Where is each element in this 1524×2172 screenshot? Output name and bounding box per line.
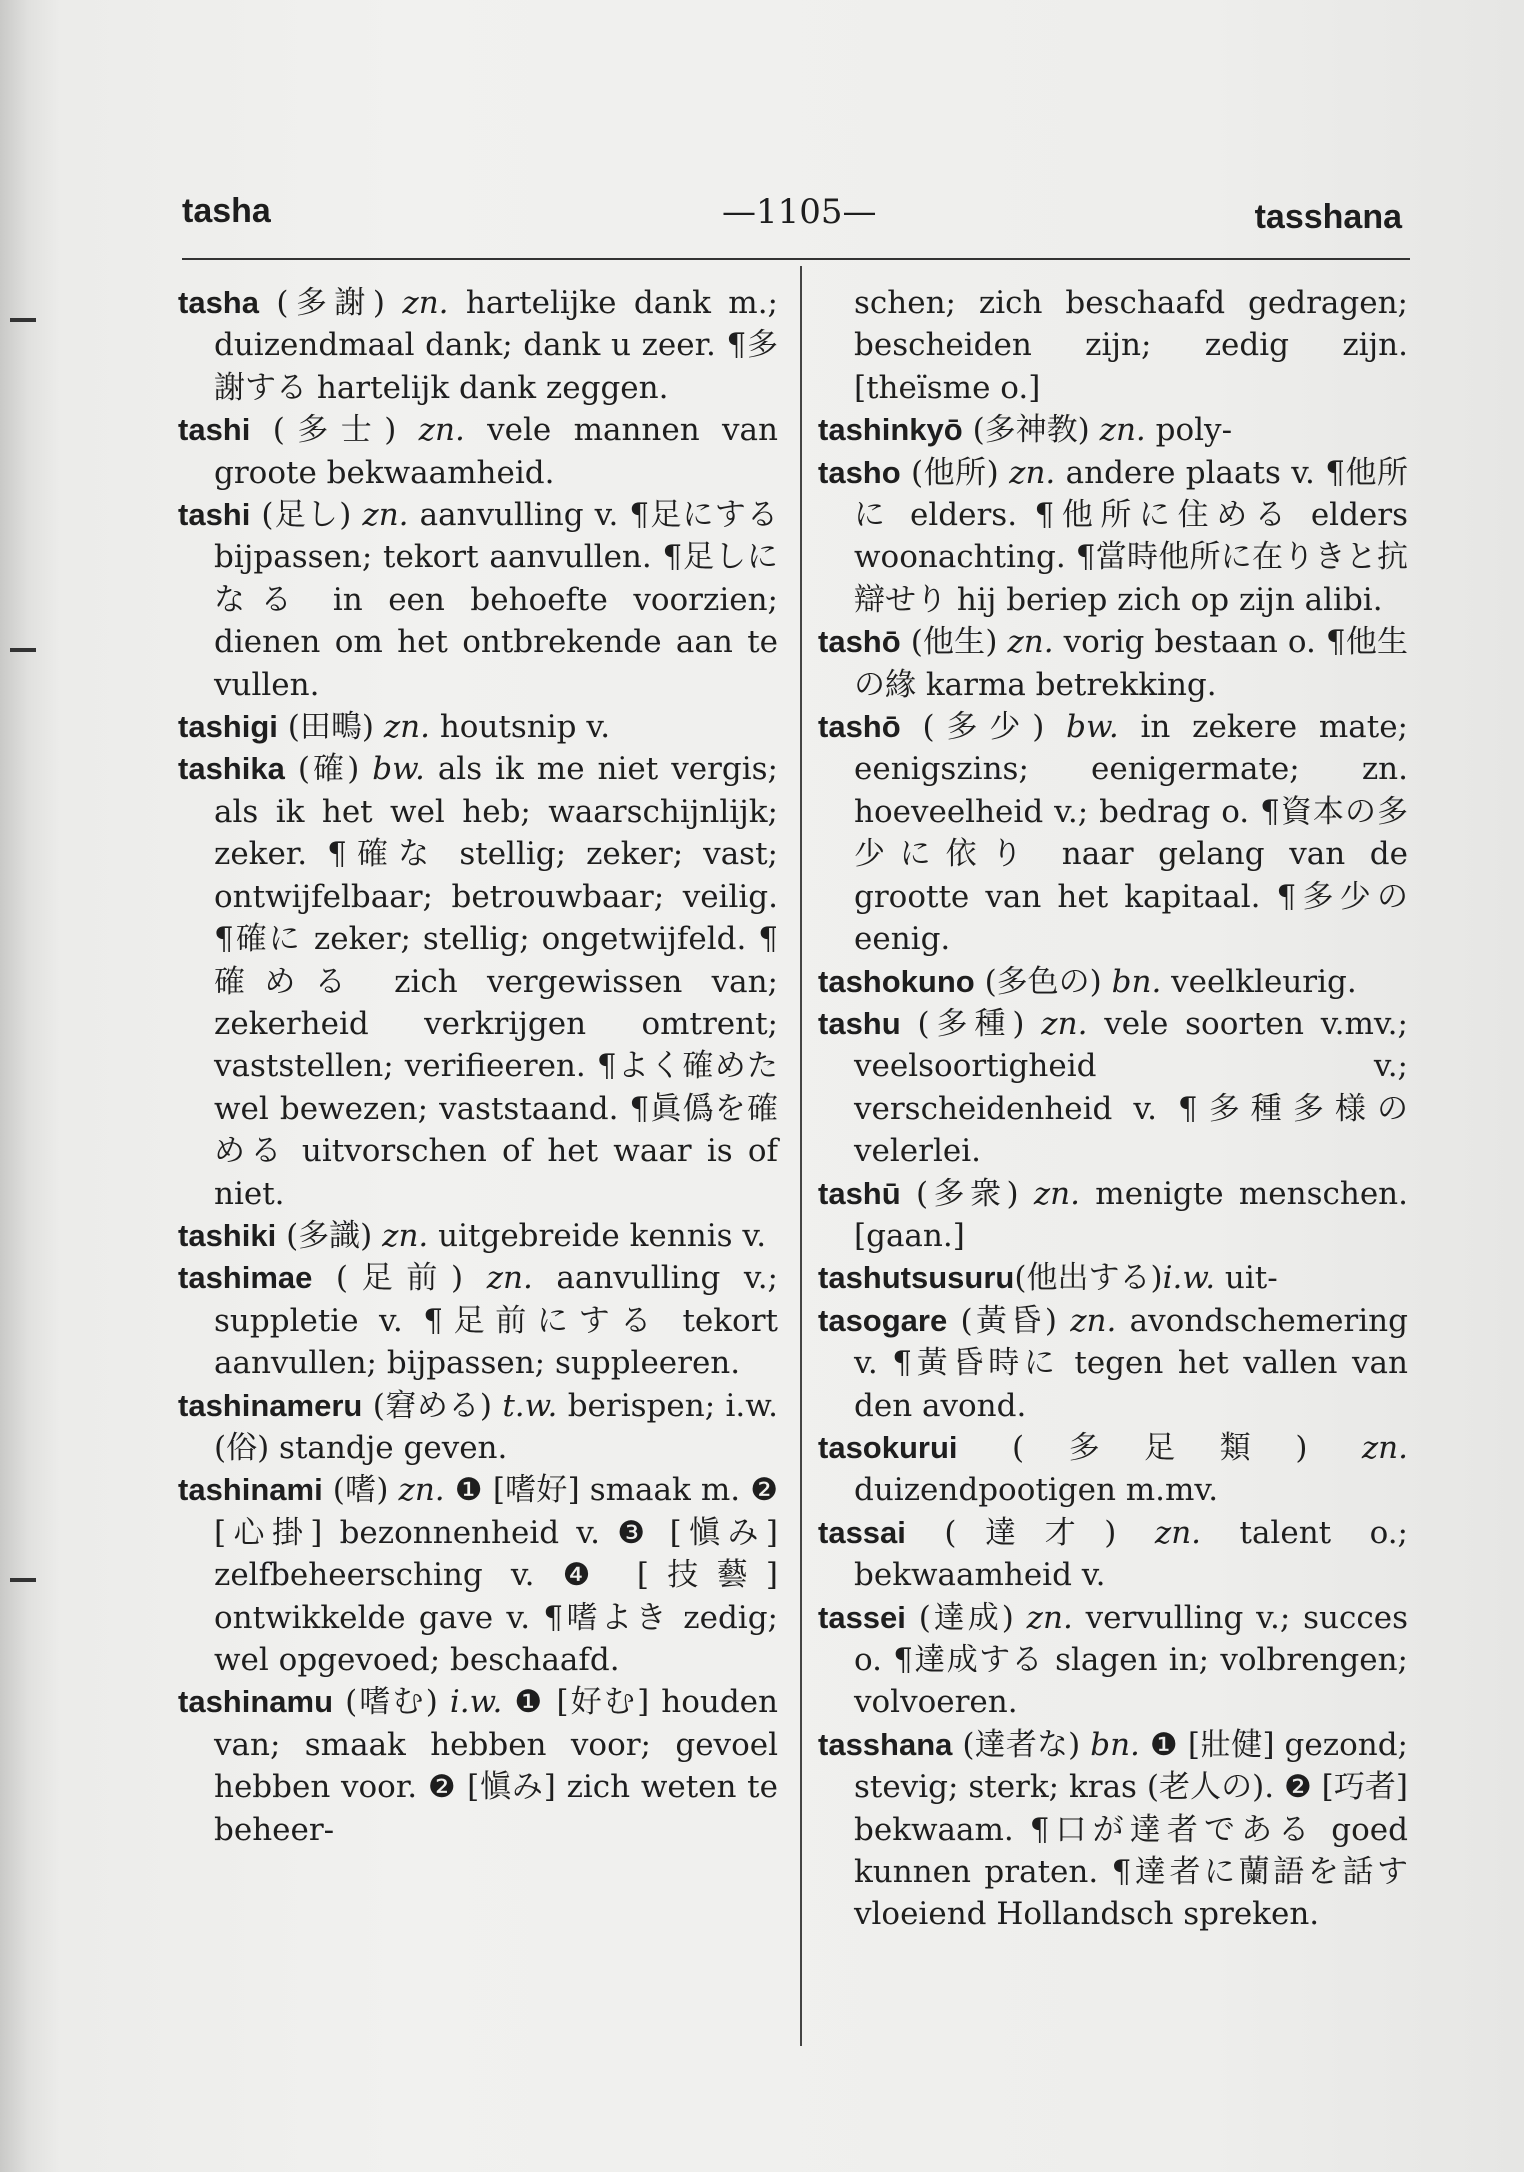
entry-headword: tashinameru (178, 1387, 363, 1423)
entry-headword: tasshana (818, 1726, 953, 1762)
entry-definition: vorig bestaan o. ¶他生の緣 karma betrekking. (854, 624, 1408, 703)
entry-kanji-form: (達者な) (952, 1726, 1091, 1763)
dictionary-entry (178, 494, 778, 706)
entry-headword: tashinkyō (818, 412, 963, 448)
entry-kanji-form: (多士) (250, 412, 419, 449)
dictionary-entry (818, 1257, 1408, 1299)
entry-grammar-label: i.w. (1162, 1260, 1216, 1297)
dictionary-entry (178, 1257, 778, 1384)
binding-edge (0, 0, 28, 2172)
entry-definition: hartelijke dank m.; duizendmaal dank; dank u zeer. ¶多謝する hartelijk dank zeggen. (214, 285, 778, 406)
entry-grammar-label: zn. (1033, 1175, 1080, 1212)
entry-grammar-label: i.w. (449, 1684, 503, 1721)
entry-definition: vele mannen van groote bekwaamheid. (214, 412, 778, 491)
entry-kanji-form: (多神教) (962, 412, 1100, 449)
entry-headword: tashimae (178, 1260, 313, 1296)
entry-kanji-form: (多少) (900, 709, 1067, 746)
entry-headword: tashiki (178, 1217, 277, 1253)
entry-kanji-form: (達成) (905, 1599, 1027, 1636)
dictionary-entry (178, 1385, 778, 1470)
entry-headword: tashutsusuru (818, 1260, 1015, 1296)
entry-grammar-label: zn. (1007, 624, 1054, 661)
entry-headword: tashigi (178, 709, 278, 745)
dictionary-entry (818, 1724, 1408, 1936)
entry-grammar-label: zn. (402, 285, 449, 321)
entry-kanji-form: (他出する) (1014, 1260, 1163, 1297)
entry-grammar-label: zn. (1041, 1005, 1088, 1042)
entry-headword: tashinami (178, 1472, 323, 1508)
entry-kanji-form: (多足類) (957, 1429, 1362, 1466)
entry-kanji-form: (多種) (900, 1005, 1042, 1042)
entry-definition: uit- (1215, 1260, 1278, 1297)
entry-definition: veelkleurig. (1161, 963, 1357, 1000)
entry-definition: ❶ [好む] houden van; smaak hebben voor; gevoel hebben voor. ❷ [愼み] zich weten te beheer- (214, 1684, 778, 1848)
entry-kanji-form: (確) (284, 751, 373, 788)
entry-kanji-form: (多謝) (258, 285, 403, 321)
entry-definition: ❶ [嗜好] smaak m. ❷ [心掛] bezonnenheid v. ❸ [愼み] zelfbeheersching v. ❹ [技藝] ontwikkelde gave v. ¶嗜よき zedig; wel opgevoed; beschaafd. (214, 1472, 778, 1678)
entry-grammar-label: t.w. (502, 1387, 558, 1424)
dictionary-entry (818, 1003, 1408, 1173)
right-column (818, 282, 1408, 1936)
entry-grammar-label: zn. (418, 412, 465, 449)
entry-grammar-label: bn. (1111, 963, 1162, 1000)
entry-grammar-label: zn. (1099, 412, 1146, 449)
entry-grammar-label: zn. (486, 1260, 533, 1297)
entry-definition: aanvulling v. ¶足にする bijpassen; tekort aanvullen. ¶足しになる in een behoefte voorzien; dienen om het ontbrekende aan te vullen. (214, 497, 778, 703)
entry-grammar-label: zn. (1070, 1302, 1117, 1339)
entry-kanji-form: (他所) (900, 454, 1010, 491)
dictionary-entry (818, 706, 1408, 960)
column-divider (800, 266, 802, 2046)
dictionary-entry (818, 1512, 1408, 1597)
entry-definition: duizendpootigen m.mv. (854, 1472, 1219, 1509)
binding-stitch (10, 648, 36, 652)
entry-grammar-label: bw. (1066, 709, 1119, 746)
binding-stitch (10, 1578, 36, 1582)
entry-definition: talent o.; bekwaamheid v. (854, 1514, 1409, 1594)
entry-kanji-form: (嗜) (322, 1472, 399, 1509)
entry-definition: aanvulling v.; suppletie v. ¶足前にする tekort aanvullen; bijpassen; suppleeren. (214, 1260, 778, 1382)
entry-headword: tasho (818, 454, 901, 490)
dictionary-entry (178, 706, 778, 748)
entry-definition: berispen; i.w. (俗) standje geven. (214, 1387, 778, 1466)
entry-definition: andere plaats v. ¶他所に elders. ¶他所に住める elders woonachting. ¶當時他所に在りきと抗辯せり hij beriep zich op zijn alibi. (854, 454, 1409, 618)
entry-kanji-form: (嗜む) (333, 1684, 450, 1721)
entry-grammar-label: zn. (398, 1472, 445, 1509)
entry-definition: vele soorten v.mv.; veelsoortigheid v.; verscheidenheid v. ¶多種多様の velerlei. (854, 1005, 1408, 1170)
running-header (182, 192, 1402, 242)
dictionary-entry (178, 1215, 778, 1257)
dictionary-entry (818, 1173, 1408, 1258)
dictionary-entry (178, 1681, 778, 1851)
entry-kanji-form: (他生) (900, 624, 1008, 661)
left-column (178, 282, 778, 1851)
entry-kanji-form: (窘める) (362, 1387, 503, 1424)
dictionary-entry (818, 1300, 1408, 1427)
page-number: —1105— (722, 192, 877, 232)
entry-headword: tassai (818, 1514, 906, 1550)
entry-headword: tashinamu (178, 1684, 334, 1720)
entry-grammar-label: zn. (1026, 1599, 1073, 1636)
entry-headword: tassei (818, 1599, 906, 1635)
entry-grammar-label: bw. (372, 751, 425, 788)
entry-definition: uitgebreide kennis v. (428, 1217, 767, 1254)
entry-kanji-form: (足前) (312, 1260, 487, 1297)
dictionary-entry (818, 961, 1408, 1003)
entry-headword: tasogare (818, 1302, 948, 1338)
entry-headword: tashi (178, 412, 251, 448)
entry-grammar-label: bn. (1090, 1726, 1140, 1763)
dictionary-entry (818, 1597, 1408, 1724)
dictionary-entry (818, 1427, 1408, 1512)
entry-grammar-label: zn. (362, 497, 409, 534)
entry-kanji-form: (多色の) (974, 963, 1112, 1000)
binding-stitch (10, 318, 36, 322)
entry-definition: in zekere mate; eenigszins; eenigermate; zn. hoeveelheid v.; bedrag o. ¶資本の多少に依り naar gelang van de grootte van het kapitaal. ¶多少の eenig. (854, 709, 1408, 958)
entry-grammar-label: zn. (1361, 1429, 1408, 1466)
entry-kanji-form: (達才) (905, 1514, 1155, 1551)
entry-headword: tashokuno (818, 963, 975, 999)
entry-headword: tashika (178, 751, 285, 787)
dictionary-entry (178, 748, 778, 1214)
entry-definition: vervulling v.; succes o. ¶達成する slagen in; volbrengen; volvoeren. (854, 1599, 1408, 1721)
dictionary-entry (178, 1469, 778, 1681)
entry-definition: schen; zich beschaafd gedragen; bescheiden zijn; zedig zijn. [theïsme o.] (854, 285, 1408, 406)
entry-kanji-form: (黃昏) (947, 1302, 1071, 1339)
entry-definition: als ik me niet vergis; als ik het wel heb; waarschijnlijk; zeker. ¶確な stellig; zeker; vast; ontwijfelbaar; betrouwbaar; veilig. ¶確に zeker; stellig; ongetwijfeld. ¶確める zich vergewissen van; zekerheid verkrijgen omtrent; vaststellen; verifieeren. ¶よく確めた wel bewezen; vaststaand. ¶眞僞を確める uitvorschen of het waar is of niet. (214, 751, 778, 1212)
entry-headword: tashu (818, 1005, 901, 1041)
entry-headword: tasokurui (818, 1429, 958, 1465)
entry-headword: tashō (818, 709, 901, 745)
entry-definition: menigte menschen. [gaan.] (854, 1175, 1408, 1254)
entry-grammar-label: zn. (382, 1217, 429, 1254)
entry-definition: houtsnip v. (429, 709, 611, 746)
entry-grammar-label: zn. (1009, 454, 1056, 491)
dictionary-entry (818, 621, 1408, 706)
dictionary-entry (818, 452, 1408, 622)
entry-grammar-label: zn. (1154, 1514, 1202, 1551)
entry-kanji-form: (田鴫) (277, 709, 384, 746)
entry-grammar-label: zn. (383, 709, 430, 746)
header-last-entry: tasshana (1254, 198, 1402, 236)
entry-kanji-form: (多衆) (900, 1175, 1034, 1212)
entry-definition: avondschemering v. ¶黃昏時に tegen het vallen van den avond. (854, 1302, 1408, 1424)
dictionary-entry (818, 409, 1408, 451)
entry-definition: poly- (1145, 412, 1233, 449)
entry-headword: tashū (818, 1175, 901, 1211)
entry-definition: ❶ [壯健] gezond; stevig; sterk; kras (老人の). ❷ [巧者] bekwaam. ¶口が達者である goed kunnen praten. ¶達者に蘭語を話す vloeiend Hollandsch spreken. (854, 1726, 1408, 1933)
header-first-entry: tasha (182, 192, 271, 230)
entry-headword: tashi (178, 497, 251, 533)
entry-headword: tashō (818, 624, 901, 660)
entry-kanji-form: (足し) (250, 497, 363, 534)
header-rule (182, 258, 1410, 260)
dictionary-entry (818, 282, 1408, 409)
entry-kanji-form: (多識) (276, 1217, 383, 1254)
dictionary-entry (178, 409, 778, 494)
entry-headword: tasha (178, 285, 259, 320)
dictionary-entry (178, 282, 778, 409)
